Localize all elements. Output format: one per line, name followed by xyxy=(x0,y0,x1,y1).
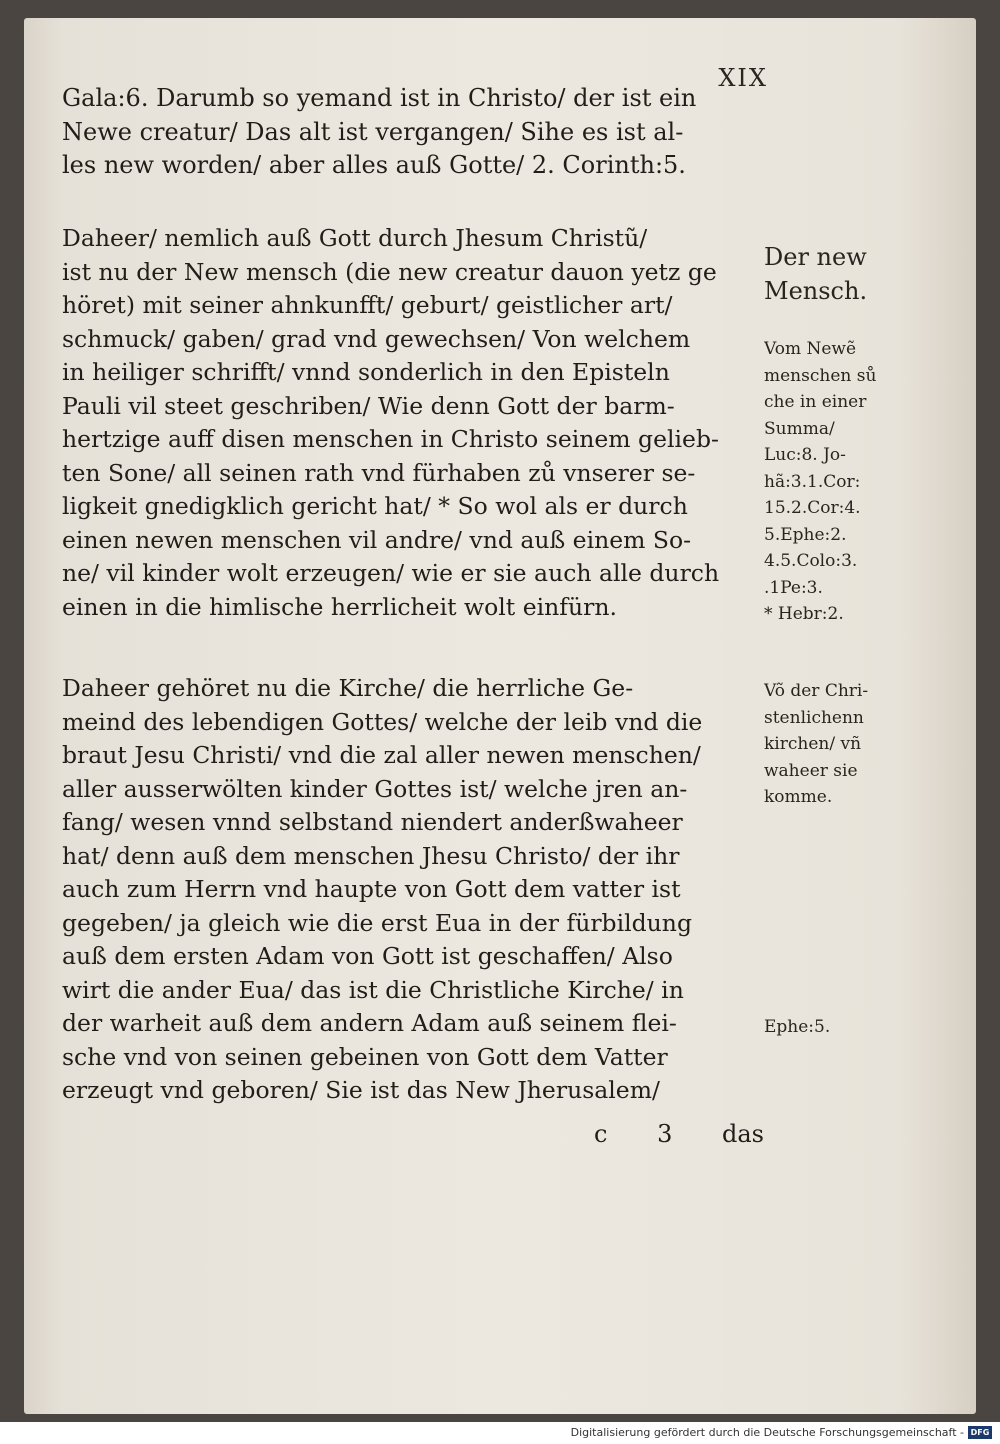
text-line: Daheer gehöret nu die Kirche/ die herrliche Ge- xyxy=(62,674,634,702)
margin-line: stenlichenn xyxy=(764,707,864,728)
margin-line: 5.Ephe:2. xyxy=(764,524,847,545)
margin-note-3 xyxy=(764,1014,914,1041)
text-line: Pauli vil steet geschriben/ Wie denn Gott der barm- xyxy=(62,391,675,420)
text-line: meind des lebendigen Gottes/ welche der leib vnd die xyxy=(62,707,703,736)
margin-note-1 xyxy=(764,336,914,628)
text-line: erzeugt vnd geboren/ Sie ist das New Jherusalem/ xyxy=(62,1076,660,1104)
text-line: fang/ wesen vnnd selbstand niendert anderßwaheer xyxy=(62,808,683,836)
margin-line: komme. xyxy=(764,787,833,807)
text-line: höret) mit seiner ahnkunfft/ geburt/ geistlicher art/ xyxy=(62,291,673,319)
margin-line: kirchen/ vñ xyxy=(764,734,862,754)
margin-line: menschen sů xyxy=(764,365,877,386)
margin-line: * Hebr:2. xyxy=(764,604,844,624)
text-line: auß dem ersten Adam von Gott ist geschaffen/ Also xyxy=(62,942,673,970)
margin-line: che in einer xyxy=(764,392,867,412)
text-line: in heiliger schrifft/ vnnd sonderlich in den Episteln xyxy=(62,358,670,386)
text-line: wirt die ander Eua/ das ist die Christliche Kirche/ in xyxy=(62,975,684,1004)
text-line: hertzige auff disen menschen in Christo seinem gelieb- xyxy=(62,425,719,453)
catchword: das xyxy=(721,1120,764,1148)
signature-number: 3 xyxy=(657,1120,673,1148)
text-line: der warheit auß dem andern Adam auß seinem flei- xyxy=(62,1009,677,1037)
margin-line: waheer sie xyxy=(764,760,858,781)
dfg-logo: DFG xyxy=(968,1426,992,1439)
text-line: auch zum Herrn vnd haupte von Gott dem vatter ist xyxy=(62,875,681,903)
text-line: schmuck/ gaben/ grad vnd gewechsen/ Von welchem xyxy=(62,324,691,353)
margin-line: .1Pe:3. xyxy=(764,577,823,598)
text-line: ligkeit gnedigklich gericht hat/ * So wol als er durch xyxy=(62,492,688,520)
text-line: einen newen menschen vil andre/ vnd auß einem So- xyxy=(62,525,692,554)
margin-line: Luc:8. Jo- xyxy=(764,445,846,465)
margin-line: Ephe:5. xyxy=(764,1017,831,1037)
text-line: les new worden/ aber alles auß Gotte/ 2. Corinth:5. xyxy=(62,151,686,179)
margin-line: Võ der Chri- xyxy=(764,681,869,701)
margin-line: hã:3.1.Cor: xyxy=(764,471,861,492)
margin-heading xyxy=(764,240,914,308)
text-line: aller ausserwölten kinder Gottes ist/ welche jren an- xyxy=(62,774,688,803)
footer-bar xyxy=(0,1422,1000,1444)
margin-note-2 xyxy=(764,678,914,811)
margin-line: Vom Newẽ xyxy=(764,339,857,359)
text-line: Daheer/ nemlich auß Gott durch Jhesum Christũ/ xyxy=(62,224,648,252)
text-line: ne/ vil kinder wolt erzeugen/ wie er sie auch alle durch xyxy=(62,559,720,587)
margin-line: Mensch. xyxy=(764,277,868,305)
text-line: braut Jesu Christi/ vnd die zal aller newen menschen/ xyxy=(62,741,701,769)
text-line: ist nu der New mensch (die new creatur dauon yetz ge xyxy=(62,257,717,286)
margin-line: Summa/ xyxy=(764,418,835,439)
text-line: Newe creatur/ Das alt ist vergangen/ Sihe es ist al- xyxy=(62,117,684,146)
signature-mark: c xyxy=(594,1120,608,1148)
paragraph-2 xyxy=(62,222,762,624)
text-line: Gala:6. Darumb so yemand ist in Christo/ der ist ein xyxy=(62,84,697,112)
text-line: hat/ denn auß dem menschen Jhesu Christo/ der ihr xyxy=(62,841,680,870)
text-line: einen in die himlische herrlicheit wolt einfürn. xyxy=(62,592,617,621)
text-line: sche vnd von seinen gebeinen von Gott dem Vatter xyxy=(62,1042,668,1071)
text-line: ten Sone/ all seinen rath vnd fürhaben zů vnserer se- xyxy=(62,458,696,487)
paragraph-1 xyxy=(62,82,762,183)
paragraph-3 xyxy=(62,672,762,1108)
catchwords xyxy=(594,1120,764,1148)
margin-line: 15.2.Cor:4. xyxy=(764,498,861,518)
funding-credit: Digitalisierung gefördert durch die Deutsche Forschungsgemeinschaft - xyxy=(570,1426,964,1439)
margin-line: 4.5.Colo:3. xyxy=(764,551,858,571)
folio-number: XIX xyxy=(718,64,768,92)
margin-line: Der new xyxy=(764,243,867,271)
text-line: gegeben/ ja gleich wie die erst Eua in der fürbildung xyxy=(62,908,692,937)
